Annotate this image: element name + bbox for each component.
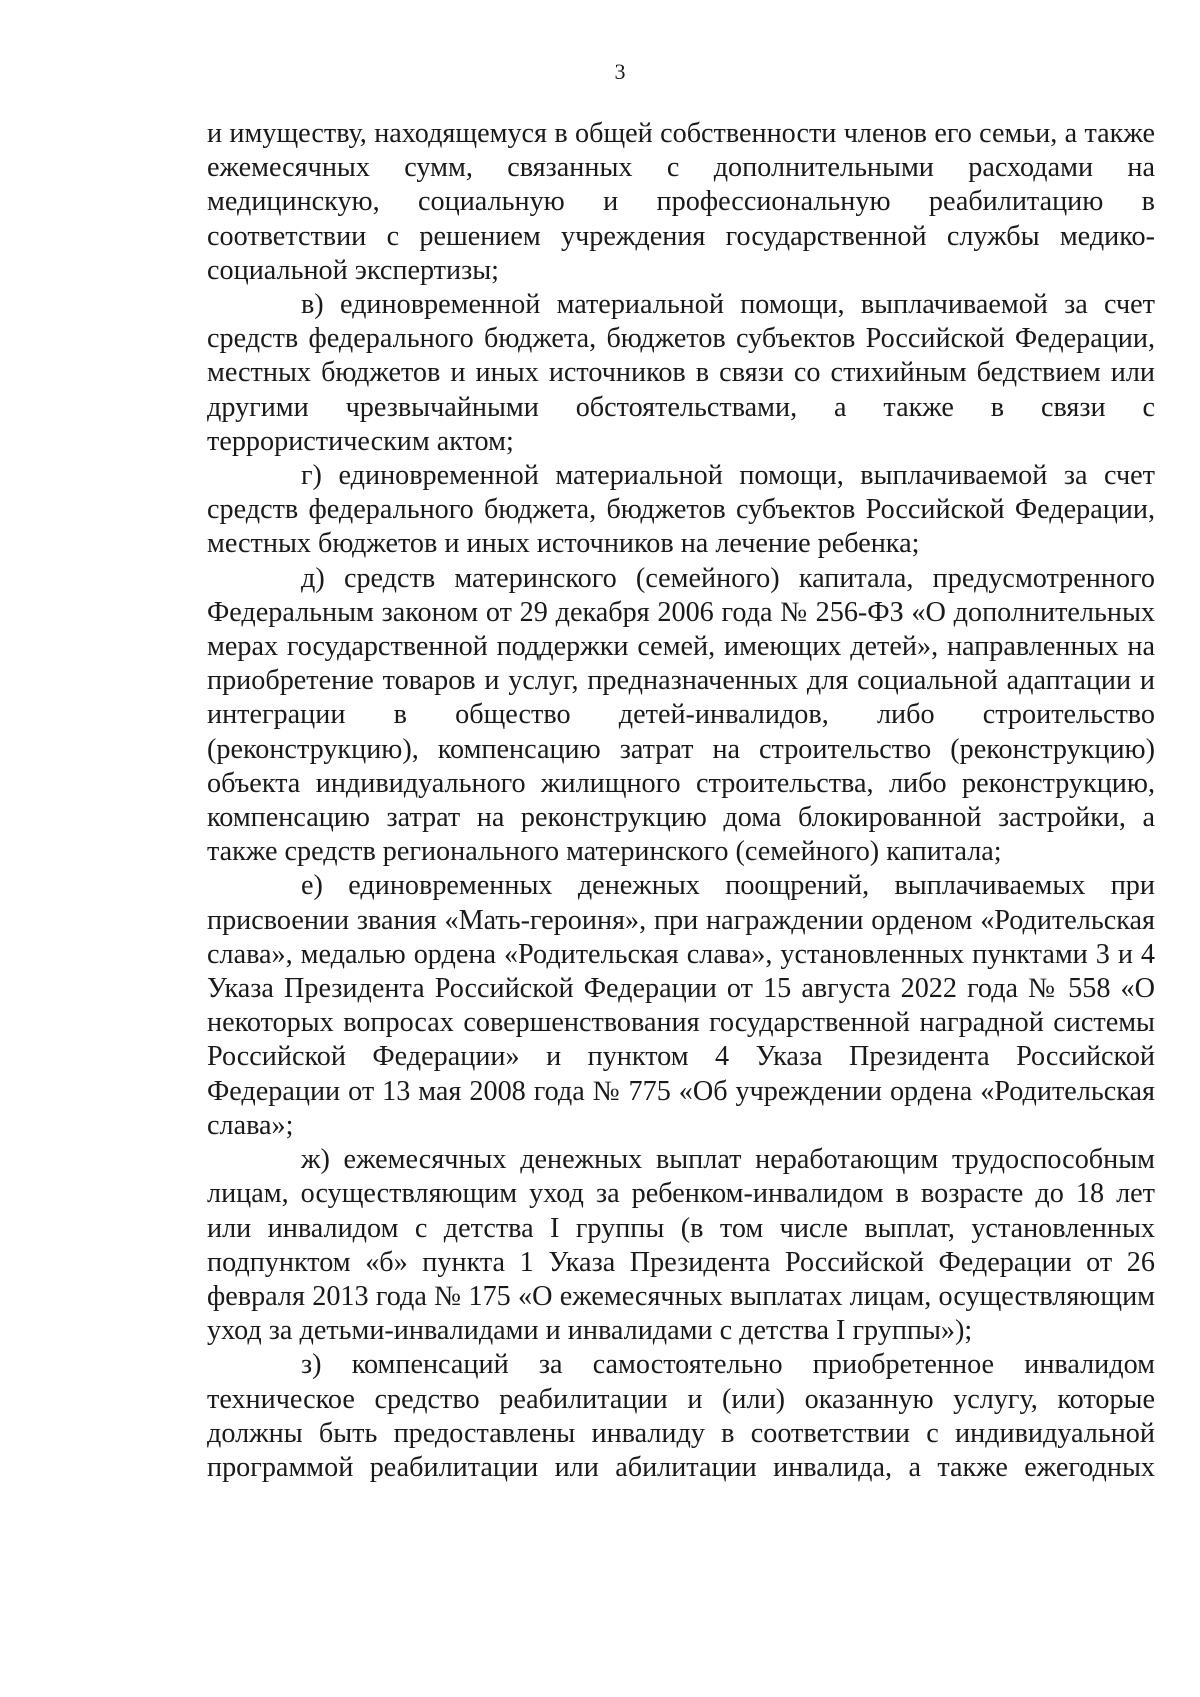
- paragraph-item-e: е) единовременных денежных поощрений, выплачиваемых при присвоении звания «Мать-героиня», при награждении орденом «Родительская слава», медалью ордена «Родительская слава», установленных пунктами 3 и 4 Указа Президента Российской Федерации от 15 августа 2022 года № 558 «О некоторых вопросах совершенствования государственной наградной системы Российской Федерации» и пунктом 4 Указа Президента Российской Федерации от 13 мая 2008 года № 775 «Об учреждении ордена «Родительская слава»;: [207, 870, 1155, 1141]
- paragraph-continuation: и имуществу, находящемуся в общей собственности членов его семьи, а также ежемесячных сумм, связанных с дополнительными расходами на медицинскую, социальную и профессиональную реабилитацию в соответствии с решением учреждения государственной службы медико-социальной экспертизы;: [207, 118, 1155, 286]
- page-number: 3: [614, 59, 626, 84]
- document-body: [207, 117, 1155, 1485]
- paragraph-item-d: д) средств материнского (семейного) капитала, предусмотренного Федеральным законом от 29 декабря 2006 года № 256-ФЗ «О дополнительных мерах государственной поддержки семей, имеющих детей», направленных на приобретение товаров и услуг, предназначенных для социальной адаптации и интеграции в общество детей-инвалидов, либо строительство (реконструкцию), компенсацию затрат на строительство (реконструкцию) объекта индивидуального жилищного строительства, либо реконструкцию, компенсацию затрат на реконструкцию дома блокированной застройки, а также средств регионального материнского (семейного) капитала;: [207, 562, 1155, 868]
- paragraph-item-zh: ж) ежемесячных денежных выплат неработающим трудоспособным лицам, осуществляющим уход за ребенком-инвалидом в возрасте до 18 лет или инвалидом с детства I группы (в том числе выплат, установленных подпунктом «б» пункта 1 Указа Президента Российской Федерации от 26 февраля 2013 года № 175 «О ежемесячных выплатах лицам, осуществляющим уход за детьми-инвалидами и инвалидами с детства I группы»);: [207, 1144, 1155, 1347]
- paragraph-item-v: в) единовременной материальной помощи, выплачиваемой за счет средств федерального бюджета, бюджетов субъектов Российской Федерации, местных бюджетов и иных источников в связи со стихийным бедствием или другими чрезвычайными обстоятельствами, а также в связи с террористическим актом;: [207, 289, 1155, 457]
- paragraph-item-g: г) единовременной материальной помощи, выплачиваемой за счет средств федерального бюджета, бюджетов субъектов Российской Федерации, местных бюджетов и иных источников на лечение ребенка;: [207, 460, 1155, 560]
- paragraph-item-z: з) компенсаций за самостоятельно приобретенное инвалидом техническое средство реабилитации и (или) оказанную услугу, которые должны быть предоставлены инвалиду в соответствии с индивидуальной программой реабилитации или абилитации инвалида, а также ежегодных: [207, 1349, 1155, 1483]
